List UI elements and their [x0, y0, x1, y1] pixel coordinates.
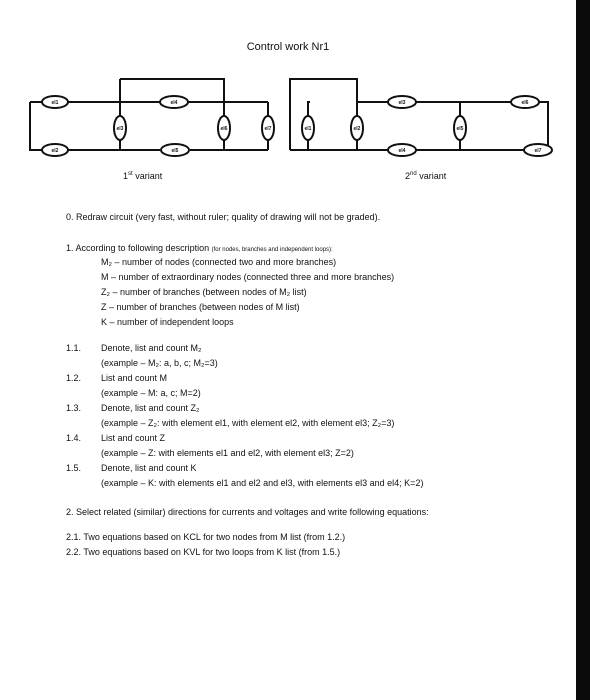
- variant2-label: 2nd variant: [405, 171, 447, 181]
- c1-el7-label: el7: [264, 126, 272, 132]
- item-1-1-num: 1.1.: [66, 343, 82, 353]
- item-1-5-example: (example – K: with elements el1 and el2 and el3, with elements el3 and el4; K=2): [101, 478, 424, 488]
- c2-el5-label: el5: [456, 126, 464, 132]
- c2-el3-label: el3: [398, 100, 406, 106]
- c2-el2-label: el2: [353, 126, 361, 132]
- right-edge-bar: [576, 0, 590, 700]
- page-title: Control work Nr1: [246, 41, 330, 53]
- c1-el6-label: el6: [220, 126, 228, 132]
- item-1-4-example: (example – Z: with elements el1 and el2, with element el3; Z=2): [101, 448, 354, 458]
- def-m: M – number of extraordinary nodes (connected three and more branches): [101, 272, 395, 282]
- c1-el5-label: el5: [171, 148, 179, 154]
- circuit1-elements: [42, 96, 274, 156]
- def-z: Z – number of branches (between nodes of M list): [101, 302, 300, 312]
- item-1-3-num: 1.3.: [66, 403, 82, 413]
- c2-el6-label: el6: [521, 100, 529, 106]
- c1-el1-label: el1: [51, 100, 59, 106]
- item-1-2-example: (example – M: a, c; M=2): [101, 388, 201, 398]
- task2-item-1: 2.1. Two equations based on KCL for two nodes from M list (from 1.2.): [66, 532, 346, 542]
- c1-el3-label: el3: [116, 126, 124, 132]
- def-z2: Z₂ – number of branches (between nodes of M₂ list): [101, 287, 307, 297]
- c2-el4-label: el4: [398, 148, 406, 154]
- def-k: K – number of independent loops: [101, 317, 234, 327]
- item-1-2-num: 1.2.: [66, 373, 82, 383]
- circuit-diagrams: [0, 0, 576, 200]
- variant1-label: 1st variant: [123, 171, 163, 181]
- task1-heading: 1. According to following description (for nodes, branches and independent loops):: [66, 243, 333, 253]
- task0-text: 0. Redraw circuit (very fast, without ruler; quality of drawing will not be graded).: [66, 212, 381, 222]
- c1-el2-label: el2: [51, 148, 59, 154]
- item-1-1-example: (example – M₂: a, b, c; M₂=3): [101, 358, 218, 368]
- item-1-2-text: List and count M: [101, 373, 168, 383]
- task2-heading: 2. Select related (similar) directions for currents and voltages and write following equations:: [66, 507, 429, 517]
- item-1-5-text: Denote, list and count K: [101, 463, 197, 473]
- item-1-3-example: (example – Z₂: with element el1, with element el2, with element el3; Z₂=3): [101, 418, 395, 428]
- c1-el4-label: el4: [170, 100, 178, 106]
- def-m2: M₂ – number of nodes (connected two and more branches): [101, 257, 337, 267]
- c2-el7-label: el7: [534, 148, 542, 154]
- item-1-1-text: Denote, list and count M₂: [101, 343, 202, 353]
- item-1-4-num: 1.4.: [66, 433, 82, 443]
- circuit2-elements: [302, 96, 552, 156]
- item-1-4-text: List and count Z: [101, 433, 166, 443]
- item-1-5-num: 1.5.: [66, 463, 82, 473]
- c2-el1-label: el1: [304, 126, 312, 132]
- task2-item-2: 2.2. Two equations based on KVL for two loops from K list (from 1.5.): [66, 547, 341, 557]
- item-1-3-text: Denote, list and count Z₂: [101, 403, 200, 413]
